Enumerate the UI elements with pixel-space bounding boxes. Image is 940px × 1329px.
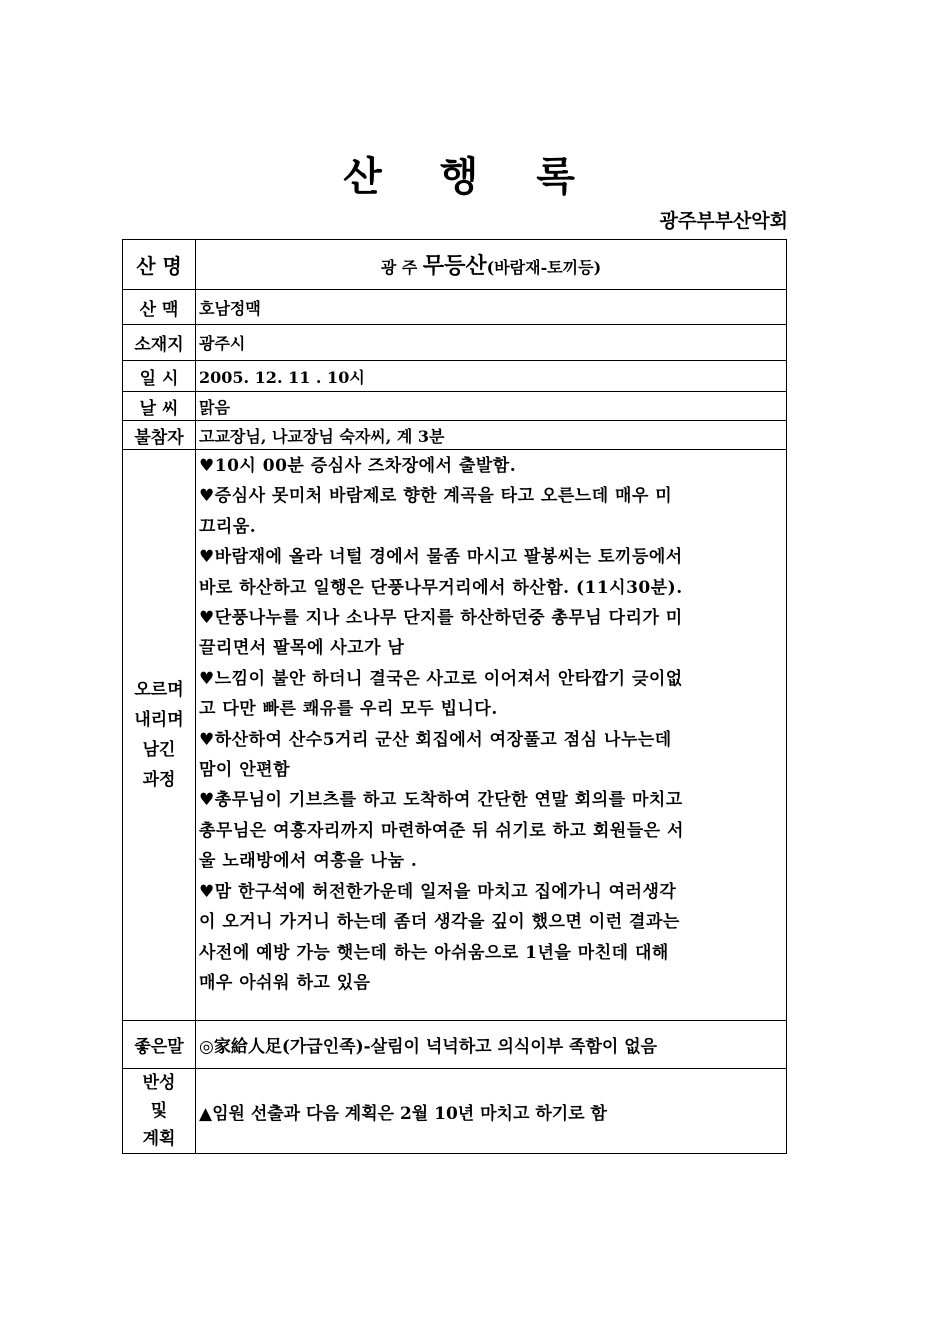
- process-line: 이 오거니 가거니 하는데 좀더 생각을 깊이 했으면 이런 결과는: [199, 912, 680, 933]
- label-saying: 좋은말: [123, 1021, 196, 1069]
- process-line: 바로 하산하고 일행은 단풍나무거리에서 하산함. (11시30분).: [199, 577, 683, 598]
- row-range: [123, 290, 787, 325]
- value-range: 호남정맥: [196, 290, 787, 325]
- label-plan: [123, 1069, 196, 1154]
- process-line: ♥10시 00분 증심사 즈차장에서 출발함.: [199, 456, 517, 476]
- label-plan-line: 반성: [142, 1073, 176, 1093]
- row-process: [123, 450, 787, 1021]
- value-saying: ◎家給人足(가급인족)-살림이 넉넉하고 의식이부 족함이 없음: [196, 1021, 787, 1069]
- hiking-log-table: [122, 239, 787, 1154]
- row-plan: [123, 1069, 787, 1154]
- value-location: 광주시: [196, 325, 787, 361]
- label-process-line: 과정: [142, 770, 176, 790]
- process-line: 고 다만 빠른 쾌유를 우리 모두 빕니다.: [199, 699, 498, 720]
- process-line: ♥맘 한구석에 허전한가운데 일저을 마치고 집에가니 여러생각: [199, 881, 677, 902]
- value-mountain: [196, 240, 787, 290]
- process-line: 총무님은 여흥자리까지 마련하여준 뒤 쉬기로 하고 회원들은 서: [199, 820, 684, 841]
- process-line: 사전에 예방 가능 햇는데 하는 아쉬움으로 1년을 마친데 대해: [199, 942, 669, 963]
- label-process: [123, 450, 196, 1021]
- row-location: [123, 325, 787, 361]
- label-process-line: 오르며: [134, 680, 184, 700]
- label-process-line: 남긴: [142, 740, 176, 760]
- process-line: 끄리움.: [199, 516, 257, 537]
- value-absentees: 고교장님, 나교장님 숙자씨, 계 3분: [196, 421, 787, 450]
- mountain-region: 광 주: [380, 258, 418, 277]
- process-line: 매우 아쉬워 하고 있음: [199, 972, 371, 993]
- process-line: ♥증심사 못미처 바람제로 향한 계곡을 타고 오른느데 매우 미: [199, 486, 673, 507]
- process-line: ♥하산하여 산수5거리 군산 회집에서 여장풀고 점심 나누는데: [199, 729, 672, 750]
- label-weather: 날 씨: [123, 392, 196, 421]
- row-saying: [123, 1021, 787, 1069]
- value-datetime: 2005. 12. 11 . 10시: [196, 361, 787, 392]
- mountain-name: 무등산: [422, 253, 487, 279]
- process-line: ♥느낌이 불안 하더니 결국은 사고로 이어져서 안타깝기 긎이없: [199, 668, 683, 689]
- label-plan-line: 및: [150, 1101, 168, 1121]
- process-line: ♥바람재에 올라 너털 경에서 물좀 마시고 팔봉씨는 토끼등에서: [199, 547, 683, 568]
- row-datetime: [123, 361, 787, 392]
- value-process: [196, 450, 787, 1021]
- process-line: 끌리면서 팔목에 사고가 남: [199, 638, 405, 659]
- value-plan: ▲임원 선출과 다음 계획은 2월 10년 마치고 하기로 함: [196, 1069, 787, 1154]
- process-line: 울 노래방에서 여흥을 나눔 .: [199, 851, 418, 872]
- document-title: 산 행 록: [343, 153, 597, 200]
- row-weather: [123, 392, 787, 421]
- value-weather: 맑음: [196, 392, 787, 421]
- label-location: 소재지: [123, 325, 196, 361]
- row-absentees: [123, 421, 787, 450]
- label-process-line: 내리며: [134, 710, 184, 730]
- process-line: ♥단풍나누를 지나 소나무 단지를 하산하던중 총무님 다리가 미: [199, 608, 683, 629]
- mountain-route: (바람재-토끼등): [486, 258, 602, 277]
- label-mountain: 산 명: [123, 240, 196, 290]
- label-datetime: 일 시: [123, 361, 196, 392]
- organization-name: 광주부부산악회: [659, 210, 788, 232]
- process-line: 맘이 안편함: [199, 760, 291, 781]
- row-mountain: [123, 240, 787, 290]
- label-range: 산 맥: [123, 290, 196, 325]
- label-absentees: 불참자: [123, 421, 196, 450]
- process-line: ♥총무님이 기브츠를 하고 도착하여 간단한 연말 회의를 마치고: [199, 790, 683, 811]
- label-plan-line: 계획: [142, 1129, 176, 1149]
